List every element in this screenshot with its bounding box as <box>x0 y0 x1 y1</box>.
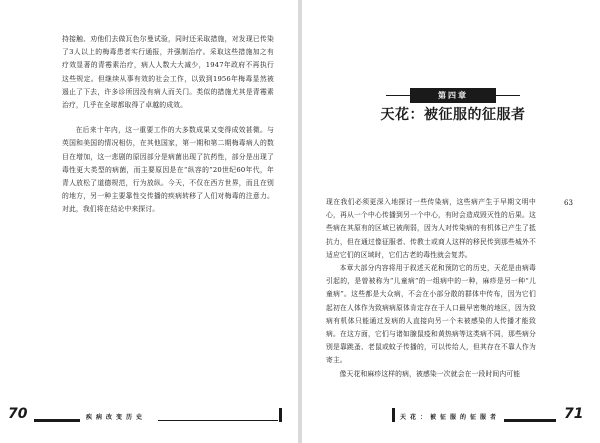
footer-start-mark <box>392 408 395 422</box>
right-paragraph-2: 本章大部分内容将用于叙述天花和预防它的历史，天花是由病毒引起的，是曾被称为“儿童病”的一组病中的一种，麻疹是另一种“儿童病”。这些都是大众病，不会在小部分散的群体中传布，因为它们起初在人体作为致病病原体肯定存在于人口最早密集的地区，因为致病有机体只能通过发病的人直接向另一个未被感染的人传播才能致病。在这方面，它们与诸如腺鼠疫和黄热病等这类病不同，那些病分别是靠跳蚤、老鼠或蚊子传播的，可以传给人，但其存在不靠人作为寄主。 <box>326 264 536 365</box>
margin-page-ref: 63 <box>564 199 573 207</box>
right-paragraph-3: 像天花和麻疹这样的病，被感染一次就会在一段时间内可能 <box>339 369 521 378</box>
footer-bar <box>504 419 556 422</box>
right-page-number: 71 <box>564 406 584 422</box>
right-page <box>302 0 600 443</box>
chapter-title: 天花：被征服的征服者 <box>380 107 526 123</box>
left-paragraph-1: 持接触、劝他们去做瓦色尔曼试验，同时还采取措施，对发现已传染了3人以上的梅毒患者实行通报，并强制治疗。采取这些措施加之有疗效显著的青霉素治疗，病人人数大大减少，1947年政府不再执行这些规定。但继续从事有效的社会工作，以致到1956年梅毒显然被遏止了下去，许多诊所因没有病人而关门。类似的措施尤其是青霉素治疗，几乎在全球都取得了卓越的成效。 <box>62 35 274 110</box>
footer-end-mark <box>279 408 282 422</box>
left-paragraph-2: 在后来十年内，这一重要工作的大多数成果又变得成效甚微。与英国和美国的情况相仿，在其他国家，第一期和第二期梅毒病人的数目在增加，这一悲剧的原因部分是病菌出现了抗药性，部分是出现了毒性更大类型的病菌，而主要原因是在“纵容的”20世纪60年代，年青人放松了道德规范，行为放纵。今天，不仅在西方世界，而且在别的地方，另一种主要靠性交传播的疾病转移了人们对梅毒的注意力。对此，我们将在结论中来探讨。 <box>62 126 274 214</box>
right-body-text <box>326 196 536 381</box>
left-page <box>0 0 298 443</box>
right-paragraph-1: 现在我们必须更深入地探讨一些传染病，这些病产生于早期文明中心，再从一个中心传播到另一个中心，有时会造成毁灭性的后果。这些病在其原有的区域已被削弱，因为人对传染病的有机体已产生了抵抗力，但在通过像征服者、传教士或商人这样的移民传到那些城外不适应它们的区域时，它们古老的毒性就会复苏。 <box>326 198 536 259</box>
right-running-head: 天花：被征服的征服者 <box>400 414 501 421</box>
footer-rule <box>158 420 278 421</box>
left-running-head: 疾病改变历史 <box>86 414 147 421</box>
left-footer <box>8 408 282 422</box>
footer-bar <box>34 419 80 422</box>
left-page-number: 70 <box>8 406 28 422</box>
right-footer <box>392 408 592 422</box>
left-body-text <box>62 33 274 217</box>
chapter-label: 第四章 <box>410 88 496 103</box>
